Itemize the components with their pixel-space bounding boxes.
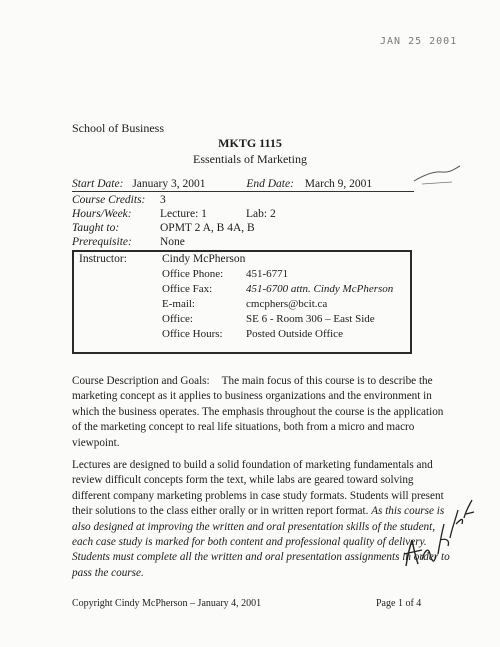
taught-value: OPMT 2 A, B 4A, B xyxy=(160,222,255,234)
start-date-label: Start Date: xyxy=(72,178,124,190)
pen-squiggle-mark xyxy=(412,163,462,185)
description-text: The main focus of this course is to describe the marketing concept as it applies to business organizations and the environment in which the business operates. The emphasis throughout the course is the application of the marketing concept to real life situations, both from a micro and macro viewpoint. xyxy=(72,375,444,449)
lecture-value: Lecture: 1 xyxy=(160,208,207,220)
end-date-value: March 9, 2001 xyxy=(304,178,373,190)
hours-label: Hours/Week: xyxy=(72,208,132,220)
contact-key: Office: xyxy=(162,313,193,325)
description-heading: Course Description and Goals: xyxy=(72,375,210,387)
credits-label: Course Credits: xyxy=(72,194,146,206)
course-description-paragraph xyxy=(72,374,450,451)
course-title: Essentials of Marketing xyxy=(193,152,307,166)
contact-value: Posted Outside Office xyxy=(246,328,343,340)
contact-value: SE 6 - Room 306 – East Side xyxy=(246,313,375,325)
prereq-value: None xyxy=(160,236,185,248)
footer-page-number: Page 1 of 4 xyxy=(376,598,422,609)
course-dates xyxy=(72,178,414,192)
instructor-box xyxy=(72,250,412,354)
lectures-italic-text: As this course is also designed at improving the written and oral presentation skills of the student, each case study is marked for both content and professional quality of delivery. Students must complete all the written and oral presentation assignments in order to pass the course. xyxy=(72,505,450,579)
received-date-stamp: JAN 25 2001 xyxy=(380,36,458,47)
end-date-label: End Date: xyxy=(246,178,294,190)
email-value: cmcphers@bcit.ca xyxy=(246,298,328,310)
instructor-name: Cindy McPherson xyxy=(162,253,246,265)
lectures-text: Lectures are designed to build a solid foundation of marketing fundamentals and review difficult concepts form the text, while labs are geared toward solving different company marketing problems in case study formats. Students will present their solutions to the class either orally or in written report format. xyxy=(72,459,444,518)
handwritten-signature xyxy=(400,494,478,576)
lectures-paragraph xyxy=(72,458,450,581)
contact-key: Office Hours: xyxy=(162,328,223,340)
start-date-value: January 3, 2001 xyxy=(132,178,206,190)
prereq-label: Prerequisite: xyxy=(72,236,132,248)
taught-label: Taught to: xyxy=(72,222,120,234)
contact-value: 451-6771 xyxy=(246,268,289,280)
lab-value: Lab: 2 xyxy=(246,208,276,220)
course-code: MKTG 1115 xyxy=(218,136,282,150)
contact-key: Office Phone: xyxy=(162,268,224,280)
footer-copyright: Copyright Cindy McPherson – January 4, 2001 xyxy=(72,598,262,609)
contact-key: E-mail: xyxy=(162,298,195,310)
contact-key: Office Fax: xyxy=(162,283,213,295)
school-name: School of Business xyxy=(72,121,165,135)
credits-value: 3 xyxy=(160,194,166,206)
instructor-label: Instructor: xyxy=(79,253,127,265)
contact-value: 451-6700 attn. Cindy McPherson xyxy=(246,283,394,295)
